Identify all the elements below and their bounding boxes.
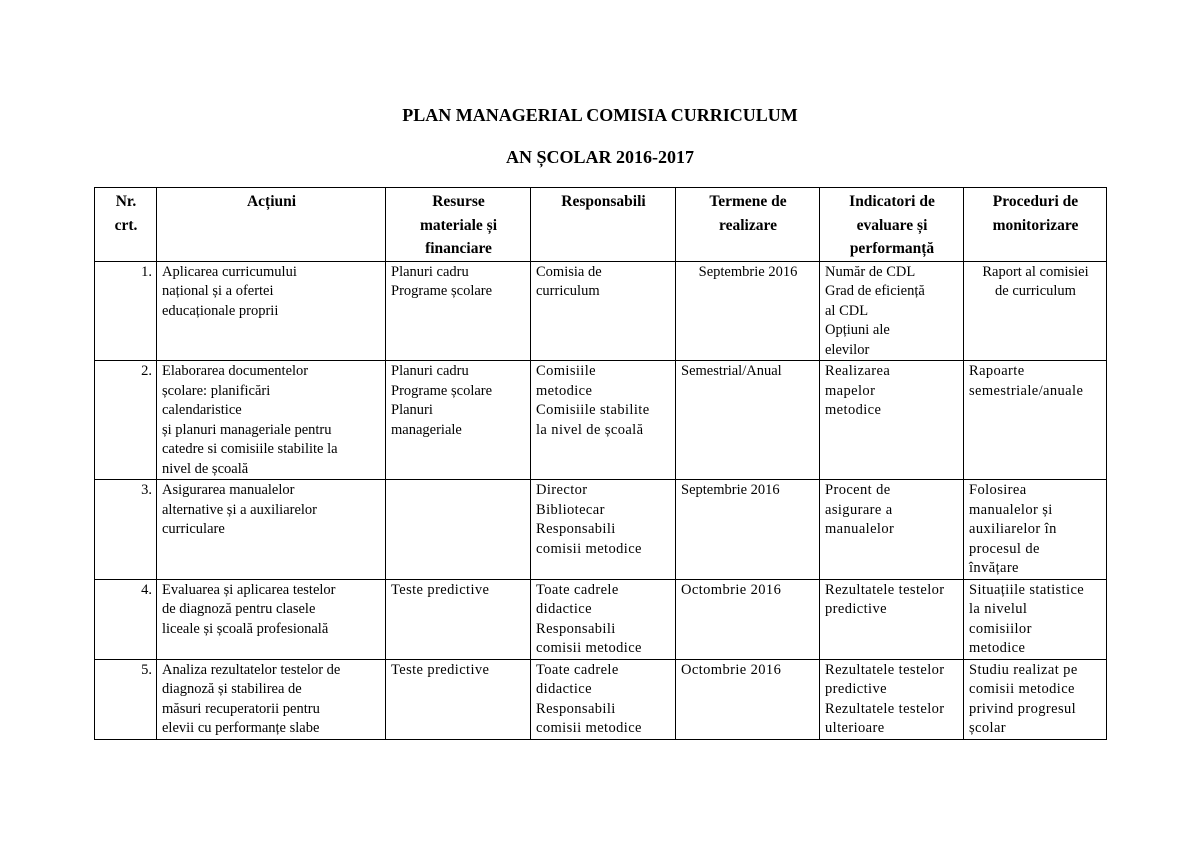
cell-text-line: Opțiuni ale [825, 322, 890, 338]
cell-text-line: Comisiile [536, 363, 596, 379]
cell-text-line: predictive [825, 601, 887, 617]
cell-text-line: Planuri cadru [391, 263, 469, 280]
table-row [95, 261, 1107, 361]
cell-text-line: Studiu realizat pe [969, 661, 1078, 678]
cell-text-line: comisii metodice [969, 681, 1075, 697]
cell-text-line: didactice [536, 601, 592, 617]
cell-resurse [386, 361, 531, 480]
table-row [95, 659, 1107, 739]
cell-text-line: Evaluarea și aplicarea testelor [162, 581, 336, 598]
header-termene [676, 188, 820, 262]
table-row [95, 579, 1107, 659]
cell-text-line: Semestrial/Anual [681, 363, 782, 379]
cell-text-line: Realizarea [825, 363, 891, 379]
cell-indicatori [820, 480, 964, 580]
cell-text-line: la nivelul [969, 601, 1028, 617]
header-text: Responsabili [561, 193, 646, 210]
cell-text-line: diagnoză și stabilirea de [162, 681, 302, 697]
cell-text-line: Planuri cadru [391, 363, 469, 379]
cell-text-line: curriculum [536, 283, 600, 299]
cell-text-line: catedre si comisiile stabilite la [162, 441, 338, 457]
cell-text-line: Situațiile statistice [969, 581, 1085, 598]
cell-text-line: Rezultatele testelor [825, 661, 945, 678]
row-number: 2. [95, 361, 157, 480]
cell-responsabili [531, 579, 676, 659]
cell-text-line: Procent de [825, 482, 891, 498]
cell-text-line: procesul de [969, 540, 1040, 557]
plan-table [94, 187, 1107, 740]
cell-text-line: Octombrie 2016 [681, 661, 782, 678]
cell-text-line: școlare: planificări [162, 382, 271, 399]
header-text: realizare [719, 216, 777, 234]
cell-text-line: și planuri manageriale pentru [162, 421, 332, 438]
header-proceduri [964, 188, 1107, 262]
cell-text-line: comisiilor [969, 620, 1032, 637]
cell-responsabili [531, 261, 676, 361]
cell-text-line: metodice [825, 402, 882, 418]
cell-resurse [386, 579, 531, 659]
cell-text-line: Programe școlare [391, 283, 493, 299]
cell-actiuni [157, 261, 386, 361]
header-text: Nr. [115, 193, 137, 210]
cell-text-line: semestriale/anuale [969, 382, 1084, 399]
header-text: financiare [425, 240, 492, 257]
cell-proceduri [964, 659, 1107, 739]
table-header-row [95, 188, 1107, 262]
cell-text-line: Toate cadrele [536, 661, 619, 678]
cell-text-line: comisii metodice [536, 540, 642, 557]
cell-text-line: predictive [825, 681, 887, 697]
cell-actiuni [157, 361, 386, 480]
cell-text-line: Septembrie 2016 [681, 482, 780, 498]
cell-text-line: privind progresul [969, 700, 1077, 717]
cell-text-line: nivel de școală [162, 460, 249, 477]
row-number: 5. [95, 659, 157, 739]
cell-text-line: Comisiile stabilite [536, 402, 650, 418]
cell-text-line: manageriale [391, 421, 462, 438]
header-text: evaluare și [856, 216, 928, 234]
cell-text-line: elevii cu performanțe slabe [162, 720, 320, 736]
cell-indicatori [820, 579, 964, 659]
cell-text-line: metodice [969, 640, 1026, 656]
cell-text-line: comisii metodice [536, 720, 642, 736]
header-text: crt. [114, 216, 138, 234]
header-actiuni [157, 188, 386, 262]
cell-proceduri [964, 361, 1107, 480]
cell-text-line: Rapoarte [969, 363, 1025, 379]
cell-text-line: Responsabili [536, 620, 616, 637]
cell-text-line: de diagnoză pentru clasele [162, 601, 316, 617]
cell-indicatori [820, 361, 964, 480]
cell-text-line: Raport al comisiei [982, 263, 1089, 280]
cell-text-line: Toate cadrele [536, 581, 619, 598]
header-resurse [386, 188, 531, 262]
cell-text-line: Analiza rezultatelor testelor de [162, 661, 341, 678]
school-year-subtitle: AN ȘCOLAR 2016-2017 [505, 147, 694, 167]
header-text: Indicatori de [849, 193, 935, 210]
cell-proceduri [964, 480, 1107, 580]
header-responsabili [531, 188, 676, 262]
cell-text-line: Octombrie 2016 [681, 581, 782, 598]
cell-responsabili [531, 361, 676, 480]
cell-text-line: al CDL [825, 302, 869, 319]
cell-termene [676, 579, 820, 659]
cell-text-line: didactice [536, 681, 592, 697]
cell-text-line: educaționale proprii [162, 302, 279, 319]
cell-text-line: Teste predictive [391, 661, 490, 678]
header-text: performanță [849, 240, 935, 257]
cell-indicatori [820, 659, 964, 739]
cell-text-line: Programe școlare [391, 382, 493, 399]
table-row [95, 480, 1107, 580]
cell-text-line: la nivel de școală [536, 421, 644, 438]
cell-resurse [386, 659, 531, 739]
cell-text-line: Responsabili [536, 700, 616, 717]
cell-text-line: învățare [969, 560, 1019, 576]
cell-text-line: Număr de CDL [825, 263, 916, 280]
header-text: materiale și [419, 216, 498, 234]
cell-text-line: comisii metodice [536, 640, 642, 656]
cell-actiuni [157, 659, 386, 739]
row-number: 3. [95, 480, 157, 580]
table-row [95, 361, 1107, 480]
cell-responsabili [531, 659, 676, 739]
cell-text-line: Bibliotecar [536, 501, 605, 518]
header-text: Termene de [709, 193, 787, 210]
cell-text-line: Aplicarea curricumului [162, 263, 297, 280]
row-number: 1. [95, 261, 157, 361]
cell-actiuni [157, 579, 386, 659]
cell-termene [676, 659, 820, 739]
header-text: Proceduri de [992, 193, 1079, 210]
cell-text-line: metodice [536, 382, 593, 399]
cell-text-line: elevilor [825, 341, 870, 358]
cell-text-line: național și a ofertei [162, 283, 274, 299]
header-text: Resurse [432, 193, 485, 210]
cell-text-line: Grad de eficiență [825, 283, 925, 299]
cell-text-line: Rezultatele testelor [825, 700, 945, 717]
cell-text-line: Director [536, 482, 588, 498]
cell-text-line: Comisia de [536, 263, 602, 280]
cell-text-line: Asigurarea manualelor [162, 482, 295, 498]
cell-resurse [386, 480, 531, 580]
cell-text-line: școlar [969, 720, 1007, 736]
header-text: monitorizare [992, 216, 1079, 234]
cell-text-line: alternative și a auxiliarelor [162, 501, 317, 518]
cell-text-line: Responsabili [536, 521, 616, 537]
header-nr [95, 188, 157, 262]
cell-text-line: Teste predictive [391, 581, 490, 598]
row-number: 4. [95, 579, 157, 659]
cell-actiuni [157, 480, 386, 580]
page-title: PLAN MANAGERIAL COMISIA CURRICULUM [402, 105, 798, 125]
cell-text-line: calendaristice [162, 402, 242, 418]
header-text: Acțiuni [246, 193, 297, 210]
cell-indicatori [820, 261, 964, 361]
cell-text-line: liceale și școală profesională [162, 620, 329, 637]
cell-text-line: mapelor [825, 382, 876, 399]
cell-termene [676, 361, 820, 480]
cell-text-line: măsuri recuperatorii pentru [162, 700, 320, 717]
cell-text-line: manualelor și [969, 501, 1053, 518]
cell-responsabili [531, 480, 676, 580]
cell-text-line: Elaborarea documentelor [162, 363, 309, 379]
cell-proceduri [964, 579, 1107, 659]
cell-termene [676, 480, 820, 580]
cell-resurse [386, 261, 531, 361]
cell-text-line: Planuri [391, 402, 433, 418]
header-indicatori [820, 188, 964, 262]
cell-text-line: curriculare [162, 521, 225, 537]
cell-text-line: manualelor [825, 521, 895, 537]
cell-text-line: Folosirea [969, 482, 1027, 498]
cell-text-line: ulterioare [825, 720, 885, 736]
cell-termene [676, 261, 820, 361]
cell-text-line: asigurare a [825, 501, 893, 518]
cell-text-line: de curriculum [995, 283, 1076, 299]
cell-text-line: auxiliarelor în [969, 521, 1057, 537]
cell-proceduri [964, 261, 1107, 361]
cell-text-line: Septembrie 2016 [698, 263, 798, 280]
cell-text-line: Rezultatele testelor [825, 581, 945, 598]
